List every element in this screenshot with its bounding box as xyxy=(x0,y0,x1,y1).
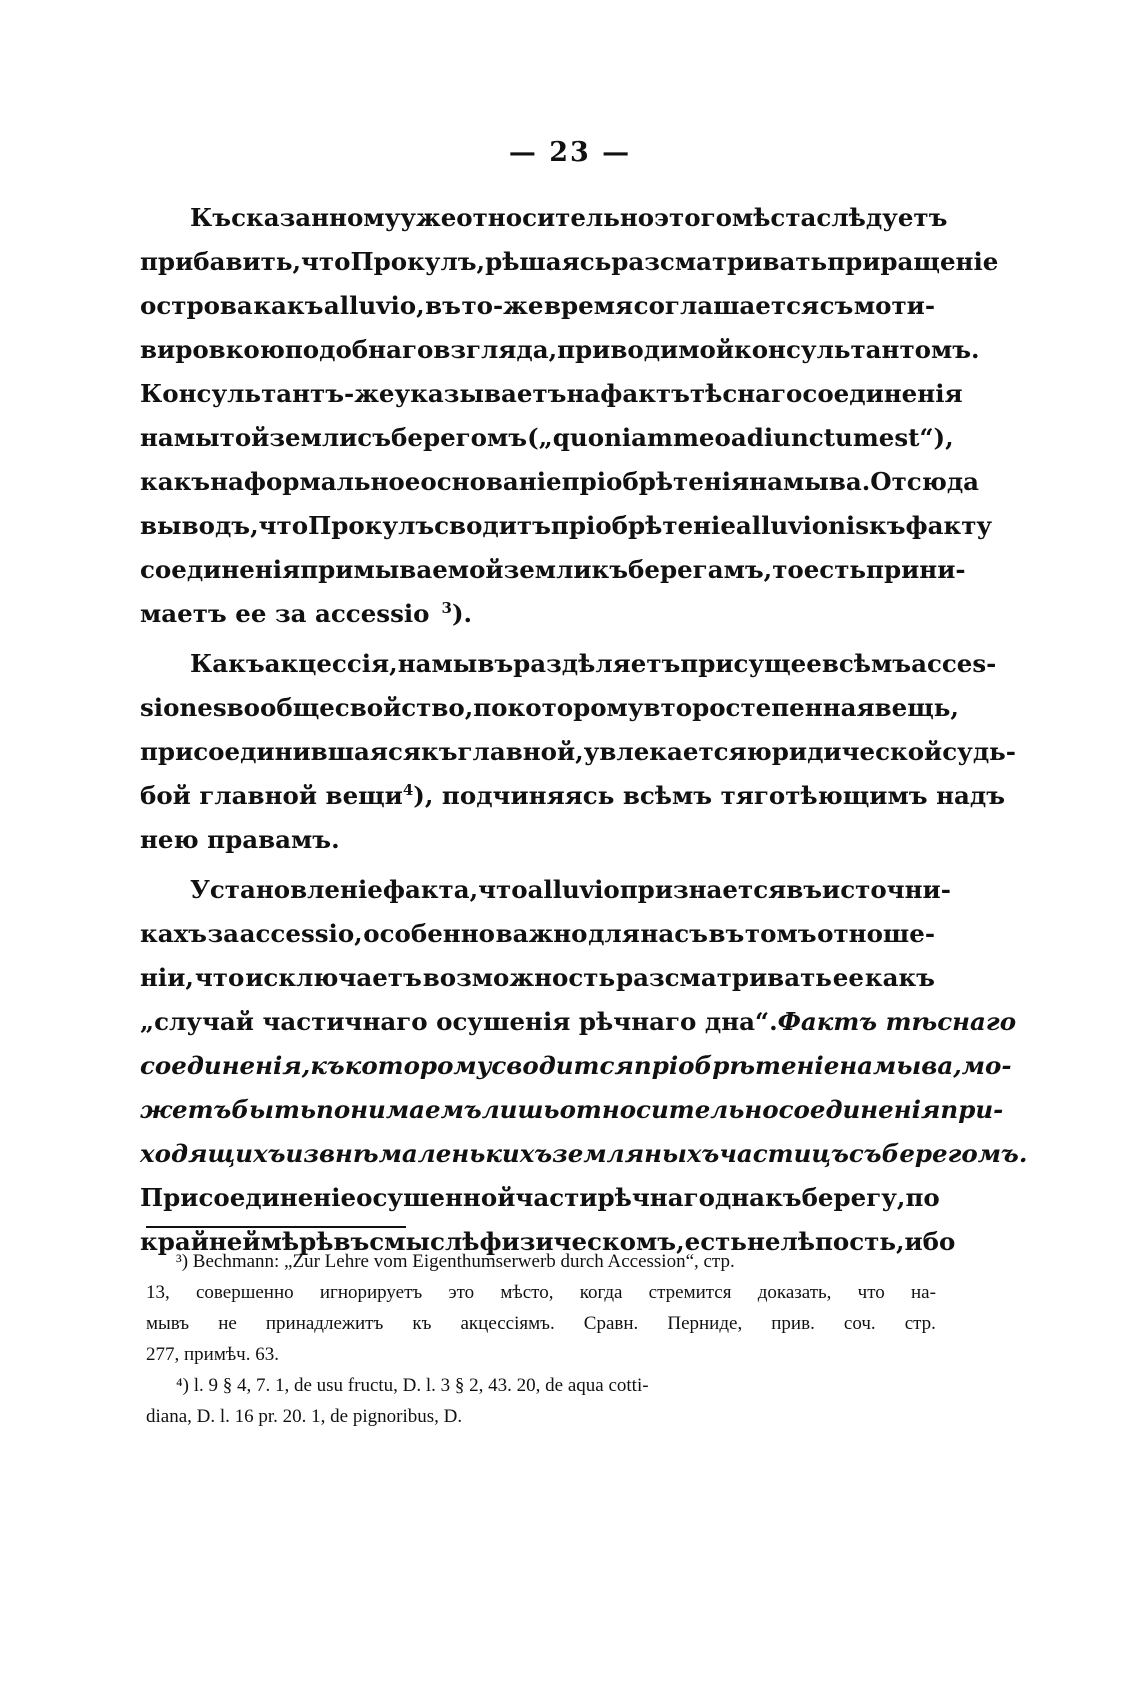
word: что xyxy=(194,963,245,992)
footnote-marker-3: ³) xyxy=(176,1251,189,1272)
word: увлекается xyxy=(583,737,747,766)
paragraph-2-line-3 xyxy=(140,730,1016,774)
word: всѣмъ xyxy=(821,649,912,678)
word: приводимой xyxy=(557,335,734,364)
word: насъ xyxy=(640,919,708,948)
word: части xyxy=(515,1183,598,1212)
word: моти- xyxy=(853,291,935,320)
word: siones xyxy=(140,693,227,722)
footnote-marker-4: ⁴) xyxy=(176,1375,189,1396)
word: акцессія, xyxy=(264,649,398,678)
word: извнѣ xyxy=(285,1139,379,1168)
word: къ xyxy=(765,1183,802,1212)
paragraph-2-line-4 xyxy=(140,774,1006,818)
word: слѣдуетъ xyxy=(816,203,948,232)
footnote-3-line-4 xyxy=(146,1339,936,1370)
footnote-line: 277, примѣч. 63. xyxy=(146,1344,279,1365)
word: что xyxy=(478,875,528,904)
paragraph-1-line-1 xyxy=(140,196,948,240)
line-text xyxy=(140,592,484,636)
word: смыслѣ xyxy=(369,1227,480,1256)
word: игнорируетъ xyxy=(319,1282,423,1303)
line-text-end: ). xyxy=(451,599,473,628)
word: съ xyxy=(819,291,854,320)
paragraph-3-italic-line-2 xyxy=(140,1088,1004,1132)
paragraph-1-line-8 xyxy=(140,504,993,548)
word: Къ xyxy=(190,203,232,232)
paragraph-1-line-7 xyxy=(140,460,980,504)
word: указываетъ xyxy=(394,379,567,408)
word: которому xyxy=(344,1051,492,1080)
footnote-line: l. 9 § 4, 7. 1, de usu fructu, D. l. 3 § 2, 43. 20, de aqua cotti- xyxy=(193,1375,649,1396)
word: исключаетъ xyxy=(245,963,422,992)
word: сводитъ xyxy=(434,511,551,540)
word: соединенія xyxy=(778,1095,941,1124)
word: Присоединеніе xyxy=(140,1183,357,1212)
word: то xyxy=(772,555,804,584)
word: соединенія, xyxy=(140,1051,311,1080)
word: Перниде, xyxy=(667,1313,743,1334)
word: примываемой xyxy=(300,555,504,584)
word: за xyxy=(207,919,240,948)
word: alluvio, xyxy=(323,291,425,320)
word: ибо xyxy=(904,1227,956,1256)
word: есть xyxy=(803,555,867,584)
word: признается xyxy=(619,875,787,904)
word: тѣснаго xyxy=(689,379,803,408)
word: нелѣпость, xyxy=(746,1227,905,1256)
word: возможность xyxy=(422,963,616,992)
word: выводъ, xyxy=(140,511,259,540)
word: доказать, xyxy=(757,1282,832,1303)
word: намывъ xyxy=(397,649,514,678)
word: ніи, xyxy=(140,963,194,992)
paragraph-2-last-line xyxy=(140,818,935,862)
word: быть xyxy=(231,1095,317,1124)
word: земли xyxy=(503,555,592,584)
word: acces- xyxy=(911,649,997,678)
word: свойство, xyxy=(334,693,474,722)
word: источни- xyxy=(822,875,951,904)
word: пріобрѣтеніе xyxy=(550,511,736,540)
footnote-4-line-1 xyxy=(146,1370,936,1401)
word: соединенія xyxy=(802,379,963,408)
word: Прокулъ xyxy=(308,511,435,540)
word: пріобрѣтеніе xyxy=(633,1051,840,1080)
line-text: нею правамъ. xyxy=(140,825,340,854)
paragraph-1-line-9 xyxy=(140,548,966,592)
paragraph-1-line-5 xyxy=(140,372,963,416)
word: Какъ xyxy=(190,649,265,678)
word: уже xyxy=(400,203,457,232)
word: стремится xyxy=(648,1282,732,1303)
word: вообще xyxy=(226,693,335,722)
word: консультантомъ. xyxy=(734,335,980,364)
word: намыва. xyxy=(749,467,871,496)
footnote-ref-3[interactable]: 3 xyxy=(441,599,452,617)
word: этого xyxy=(654,203,732,232)
paragraph-3-line-2 xyxy=(140,912,935,956)
word: соединенія xyxy=(140,555,301,584)
word: жетъ xyxy=(140,1095,232,1124)
word: основаніе xyxy=(420,467,562,496)
paragraph-2-line-1 xyxy=(140,642,997,686)
word: на xyxy=(210,467,244,496)
word: принадлежитъ xyxy=(265,1313,384,1334)
word: Отсюда xyxy=(870,467,980,496)
word: accessio, xyxy=(239,919,363,948)
word: Консультантъ-же xyxy=(140,379,395,408)
word: прибавить, xyxy=(140,247,301,276)
word: рѣчнаго xyxy=(597,1183,715,1212)
word: для xyxy=(588,919,640,948)
word: разсматривать xyxy=(611,247,828,276)
word: острова xyxy=(140,291,253,320)
word: отноше- xyxy=(817,919,935,948)
word: совершенно xyxy=(195,1282,294,1303)
word: сводится xyxy=(491,1051,634,1080)
word: осушенной xyxy=(356,1183,516,1212)
footnote-ref-4[interactable]: 4 xyxy=(402,781,414,799)
line-text: „случай частичнаго осушенія рѣчнаго дна“. xyxy=(140,1007,778,1036)
word: къ xyxy=(869,511,906,540)
word: какъ xyxy=(140,467,211,496)
word: берегомъ. xyxy=(881,1139,1028,1168)
word: къ xyxy=(421,737,458,766)
word: дна xyxy=(714,1183,766,1212)
word: къ xyxy=(412,1313,432,1334)
footnote-line: diana, D. l. 16 pr. 20. 1, de pignoribus, D. xyxy=(146,1406,463,1427)
word: относительно xyxy=(456,203,655,232)
word: взгляда, xyxy=(433,335,558,364)
word: съ xyxy=(357,423,392,452)
word: какъ xyxy=(864,963,935,992)
body-text xyxy=(140,196,1028,1264)
word: мѣсто, xyxy=(500,1282,554,1303)
word: относительно xyxy=(559,1095,779,1124)
word: понимаемъ xyxy=(316,1095,482,1124)
word: есть xyxy=(684,1227,747,1256)
word: лишь xyxy=(481,1095,560,1124)
word: на xyxy=(566,379,601,408)
word: вещь, xyxy=(874,693,959,722)
paragraph-1-line-3 xyxy=(140,284,935,328)
footnote-text xyxy=(176,1370,649,1401)
footnote-3-line-1 xyxy=(146,1246,936,1277)
word: соглашается xyxy=(633,291,820,320)
line-text-end: ), подчиняясь всѣмъ тяготѣющимъ надъ xyxy=(413,781,1006,810)
word: рѣшаясь xyxy=(485,247,612,276)
word: земляныхъ xyxy=(552,1139,720,1168)
paragraph-1-line-2 xyxy=(140,240,999,284)
word: акцессіямъ. xyxy=(460,1313,555,1334)
word: намытой xyxy=(140,423,270,452)
word: прини- xyxy=(866,555,966,584)
word: съ xyxy=(848,1139,882,1168)
word: что xyxy=(258,511,309,540)
word: meo xyxy=(672,423,731,452)
word: факту xyxy=(905,511,993,540)
word: не xyxy=(218,1313,237,1334)
word: главной, xyxy=(457,737,584,766)
word: по xyxy=(905,1183,940,1212)
word: присущее xyxy=(680,649,822,678)
word: маленькихъ xyxy=(378,1139,553,1168)
footnote-4-line-2 xyxy=(146,1401,936,1432)
paragraph-3-line-4 xyxy=(140,1000,1017,1044)
footnote-3-line-2 xyxy=(146,1277,936,1308)
word: стр. xyxy=(904,1313,936,1334)
word: мо- xyxy=(961,1051,1012,1080)
word: фактъ xyxy=(600,379,690,408)
word: земли xyxy=(269,423,358,452)
paragraph-3-line-1 xyxy=(140,868,951,912)
footnote-text xyxy=(176,1246,735,1277)
line-text-main: бой главной вещи xyxy=(140,781,403,810)
word: второстепенная xyxy=(643,693,875,722)
paragraph-3-italic-line-3 xyxy=(140,1132,1028,1176)
page-number: — 23 — xyxy=(508,137,632,168)
word: 13, xyxy=(146,1282,170,1303)
word: Прокулъ, xyxy=(350,247,486,276)
word: какъ xyxy=(253,291,324,320)
word: къ xyxy=(310,1051,345,1080)
paragraph-3-italic-line-1 xyxy=(140,1044,1012,1088)
word: мѣста xyxy=(731,203,817,232)
word: при- xyxy=(940,1095,1004,1124)
word: къ xyxy=(591,555,629,584)
paragraph-1-line-4 xyxy=(140,328,980,372)
word: въ xyxy=(708,919,745,948)
word: Установленіе xyxy=(190,875,383,904)
word: соч. xyxy=(843,1313,876,1334)
word: по xyxy=(473,693,508,722)
word: разсматривать xyxy=(615,963,832,992)
word: сказанному xyxy=(231,203,401,232)
word: ее xyxy=(832,963,864,992)
word: ходящихъ xyxy=(140,1139,286,1168)
word: въ xyxy=(425,291,461,320)
word: судь- xyxy=(942,737,1016,766)
footnote-3-line-3 xyxy=(146,1308,936,1339)
word: пріобрѣтенія xyxy=(561,467,750,496)
footnote-line: Bechmann: „Zur Lehre vom Eigenthumserwerb durch Accession“, стр. xyxy=(192,1251,735,1272)
word: кахъ xyxy=(140,919,207,948)
word: мывъ xyxy=(146,1313,190,1334)
word: берегу, xyxy=(801,1183,906,1212)
word: подобнаго xyxy=(284,335,434,364)
word: берегомъ xyxy=(391,423,528,452)
word: прив. xyxy=(771,1313,815,1334)
word: юридической xyxy=(746,737,943,766)
word: то-же xyxy=(461,291,544,320)
paragraph-3-line-3 xyxy=(140,956,935,1000)
word: въ xyxy=(333,1227,370,1256)
footnotes xyxy=(146,1246,936,1432)
word: что xyxy=(301,247,351,276)
word: alluvionis xyxy=(735,511,870,540)
word: est“), xyxy=(878,423,954,452)
word: adiunctum xyxy=(730,423,879,452)
word: присоединившаяся xyxy=(140,737,422,766)
word: вировкою xyxy=(140,335,285,364)
word: Сравн. xyxy=(583,1313,639,1334)
word: факта, xyxy=(382,875,479,904)
word: въ xyxy=(786,875,823,904)
word: формальное xyxy=(243,467,421,496)
word: время xyxy=(544,291,634,320)
paragraph-3-line-8 xyxy=(140,1176,940,1220)
line-text-main: маетъ ее за accessio xyxy=(140,599,430,628)
word: alluvio xyxy=(527,875,620,904)
word: частицъ xyxy=(719,1139,849,1168)
word: намыва, xyxy=(839,1051,962,1080)
footnote-divider xyxy=(146,1226,406,1228)
word: что xyxy=(857,1282,885,1303)
word: важно xyxy=(495,919,588,948)
word: мѣрѣ xyxy=(260,1227,334,1256)
word: берегамъ, xyxy=(628,555,773,584)
line-text xyxy=(140,774,1005,818)
paragraph-1-last-line xyxy=(140,592,935,636)
paragraph-2-line-2 xyxy=(140,686,959,730)
word: которому xyxy=(507,693,644,722)
word: томъ xyxy=(744,919,817,948)
word: это xyxy=(448,1282,475,1303)
word: когда xyxy=(579,1282,623,1303)
word: особенно xyxy=(363,919,496,948)
word: („quoniam xyxy=(527,423,673,452)
word: физическомъ, xyxy=(479,1227,685,1256)
paragraph-1-line-6 xyxy=(140,416,954,460)
word: на- xyxy=(911,1282,936,1303)
word: крайней xyxy=(140,1227,261,1256)
line-text-italic: Фактъ тѣснаго xyxy=(777,1007,1017,1036)
word: раздѣляетъ xyxy=(513,649,681,678)
word: приращеніе xyxy=(827,247,999,276)
